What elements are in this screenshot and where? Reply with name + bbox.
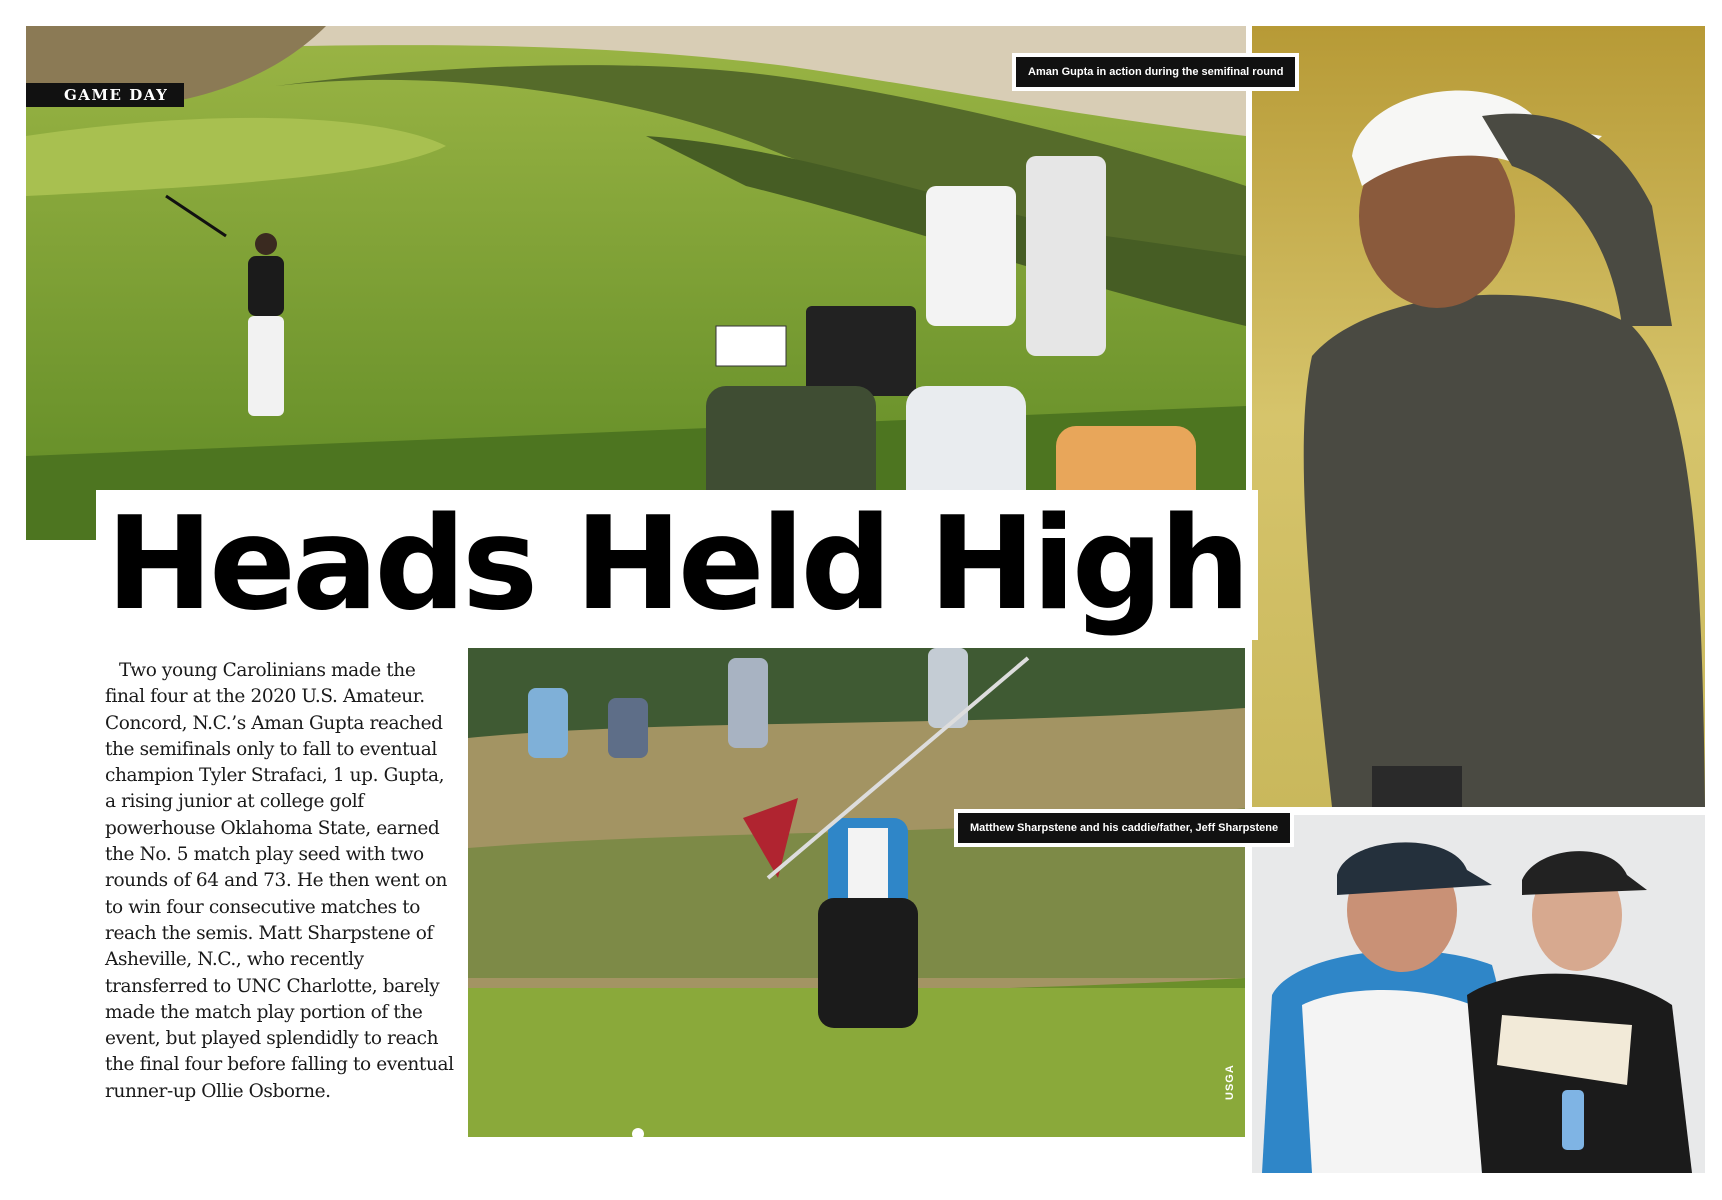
photo-credit: USGA — [1224, 1064, 1236, 1100]
sharpstene-photo-caption: Matthew Sharpstene and his caddie/father, Jeff Sharpstene — [958, 813, 1290, 843]
headline: Heads Held High — [96, 490, 1258, 640]
article-body: Two young Carolinians made the final four at the 2020 U.S. Amateur. Concord, N.C.’s Aman Gupta reached the semifinals only to fall to eventual champion Tyler Strafaci, 1 up. Gupta, a rising junior at college golf powerhouse Oklahoma State, earned the No. 5 match play seed with two rounds of 64 and 73. He then went on to win four consecutive matches to reach the semis. Matt Sharpstene of Asheville, N.C., who recently transferred to UNC Charlotte, barely made the match play portion of the event, but played splendidly to reach the final four before falling to eventual runner-up Ollie Osborne. — [105, 660, 454, 1102]
tee-shot-photo — [26, 26, 1246, 540]
putting-green-photo — [468, 648, 1245, 1137]
gupta-portrait-photo — [1252, 26, 1705, 807]
sharpstene-duo-photo — [1252, 815, 1705, 1173]
gupta-photo-caption: Aman Gupta in action during the semifinal round — [1016, 57, 1295, 87]
section-label: GAME DAY — [26, 83, 184, 107]
